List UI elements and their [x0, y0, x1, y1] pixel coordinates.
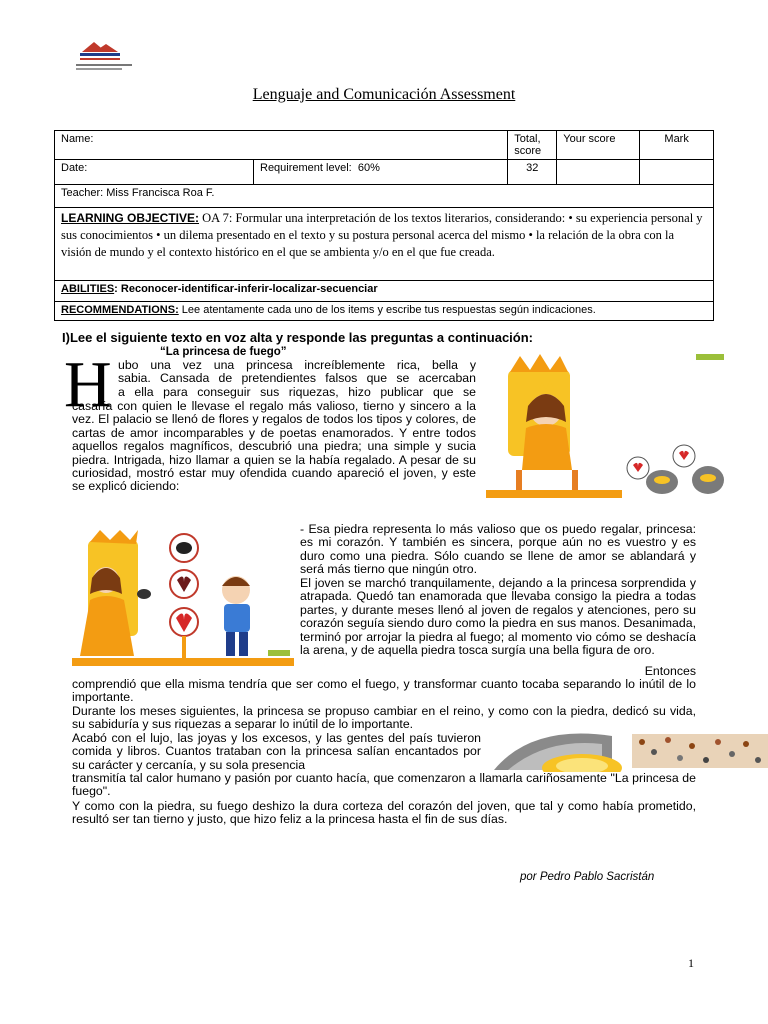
section-heading: I)Lee el siguiente texto en voz alta y responde las preguntas a continuación:: [62, 330, 533, 345]
recommendations-text: Lee atentamente cada uno de los items y escribe tus respuestas según indicaciones.: [178, 304, 596, 316]
story-paragraph-3a-end: Entonces: [644, 664, 696, 678]
teacher-row: Teacher: Miss Francisca Roa F.: [55, 185, 714, 208]
story-paragraph-6: Y como con la piedra, su fuego deshizo la dura corteza del corazón del joven, que tal y como había prometido, resultó ser tan tierno y justo, que hizo feliz a la princesa hasta el fin de sus días.: [72, 799, 696, 827]
mark-cell[interactable]: [640, 160, 714, 185]
drop-cap: H: [64, 348, 112, 421]
learning-objective-text: OA 7: Formular una interpretación de los textos literarios, considerando: • su experiencia personal y sus conocimientos • un dilema presentado en el texto y su postura personal acerca del mismo • la relación de la obra con la visión de mundo y el contexto histórico en el que se ambienta y/o en el que fue creada.: [61, 211, 703, 259]
story-paragraph-1: casaría con quien le llevase el regalo más valioso, tierno y sincero a la vez. El palacio se llenó de flores y regalos de todos los tipos y colores, de cartas de amor incomparables y de poetas enamorados. Y entre todos aquellos regalos magníficos, descubrió una piedra; una simple y sucia piedra. Intrigada, hizo llamar a quien se la había regalado. A pesar de su curiosidad, mostró estar muy ofendida cuando apareció el joven, y este se explicó diciendo:: [72, 399, 476, 494]
date-label: Date:: [61, 162, 88, 174]
story-line: ubo una vez una princesa increíblemente rica, bella y: [118, 358, 476, 372]
abilities-text: : Reconocer-identificar-inferir-localizar-secuenciar: [114, 283, 378, 295]
page-number: 1: [688, 956, 694, 970]
your-score-cell[interactable]: [557, 160, 640, 185]
your-score-label: Your score: [557, 131, 640, 160]
story-intro-lines: [118, 359, 476, 399]
abilities-label: ABILITIES: [61, 283, 115, 295]
learning-objective-label: LEARNING OBJECTIVE:: [61, 211, 200, 225]
princess-throne-illustration: [486, 352, 734, 500]
author-credit: por Pedro Pablo Sacristán: [520, 871, 655, 883]
story-paragraph-4: Durante los meses siguientes, la princesa se propuso cambiar en el reino, y como con la piedra, dedicó su vida, su sabiduría y sus riquezas a separar lo inútil de lo importante.: [72, 704, 696, 732]
abilities-row: [55, 281, 714, 302]
story-paragraph-3a: [300, 577, 696, 657]
learning-objective-row: [55, 208, 714, 281]
story-paragraph-3b: comprendió que ella misma tendría que ser como el fuego, y transformar cuanto tocaba separando lo inútil de lo importante.: [72, 677, 696, 705]
gold-stones-illustration: [492, 730, 768, 772]
name-cell[interactable]: [55, 131, 508, 160]
story-paragraph-5a: Acabó con el lujo, las joyas y los excesos, y las gentes del país tuvieron comida y libros. Cuantos trataban con la princesa salían encantados por su carácter y cercanía, y su sola presencia: [72, 731, 481, 772]
requirement-label: Requirement level:: [260, 162, 352, 174]
recommendations-row: [55, 302, 714, 321]
total-score-value: 32: [508, 160, 557, 185]
header-table: [54, 130, 714, 321]
story-paragraph-3a-text: El joven se marchó tranquilamente, dejando a la princesa sorprendida y atrapada. Quedó tan enamorada que llevaba consigo la piedra a todas partes, y durante meses llenó al joven de regalos y atenciones, pero su corazón seguía siendo duro como la piedra en sus manos. Desanimada, terminó por arrojar la piedra al fuego; al momento vio cómo se deshacía la arena, y de aquella piedra tosca surgía una bella figura de oro.: [300, 576, 696, 658]
story-line: a ella para conseguir sus riquezas, hizo publicar que se: [118, 384, 476, 399]
recommendations-label: RECOMMENDATIONS:: [61, 304, 179, 316]
total-score-label: Total, score: [508, 131, 557, 160]
story-title: “La princesa de fuego”: [160, 346, 287, 358]
page-title: Lenguaje and Comunicación Assessment: [252, 86, 516, 103]
requirement-cell: [254, 160, 508, 185]
date-cell[interactable]: [55, 160, 254, 185]
school-logo-icon: [72, 38, 144, 74]
mark-label: Mark: [640, 131, 714, 160]
requirement-value: 60%: [357, 162, 380, 174]
story-line: sabia. Cansada de pretendientes falsos que se acercaban: [118, 371, 476, 386]
name-label: Name:: [61, 133, 94, 145]
story-paragraph-2: - Esa piedra representa lo más valioso que os puedo regalar, princesa: es mi corazón. Y también es sincera, porque aún no es vuestro y es duro como una piedra. Sólo cuando se llene de amor se ablandará y será más tierno que ningún otro.: [300, 522, 696, 577]
story-paragraph-5b: transmitía tal calor humano y pasión por cuanto hacía, que comenzaron a llamarla cariñosamente "La princesa de fuego".: [72, 771, 696, 799]
princess-boy-illustration: [72, 530, 294, 670]
